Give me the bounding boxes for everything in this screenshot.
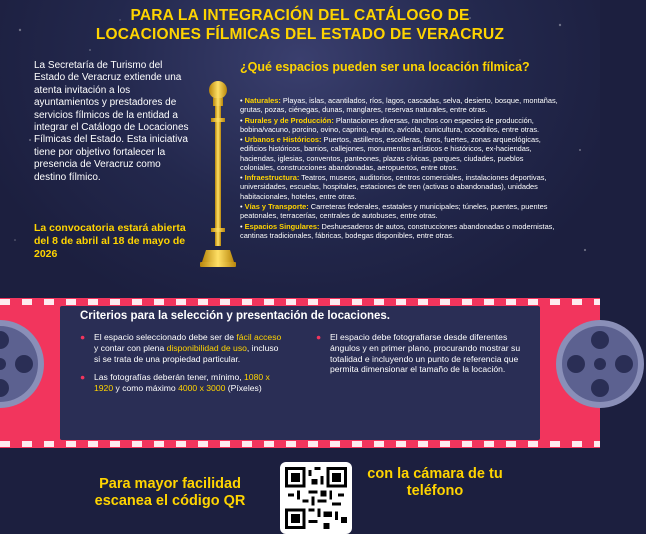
bullet-icon: • — [240, 173, 245, 183]
criteria-left-list — [80, 332, 285, 402]
film-reel-icon — [554, 318, 646, 410]
spaces-list — [240, 96, 560, 241]
title-line-1: PARA LA INTEGRACIÓN DEL CATÁLOGO DE — [130, 7, 470, 24]
cta-scan-text: Para mayor facilidad escanea el código QR — [94, 476, 246, 509]
space-category: Infraestructura: — [244, 173, 300, 183]
bullet-icon: • — [240, 96, 245, 105]
criteria-highlight: fácil acceso — [236, 332, 282, 342]
space-description: Playas, islas, acantilados, ríos, lagos, cascadas, selva, desierto, bosque, montañas, grutas, pozas, ciénegas, dunas, manglares, reservas naturales, entre otras. — [240, 96, 558, 115]
criteria-item — [80, 332, 285, 364]
space-item — [240, 96, 560, 114]
criteria-text: y como máximo — [113, 383, 179, 394]
space-category: Urbanos e Históricos: — [244, 135, 322, 145]
criteria-text: El espacio debe fotografiarse desde diferentes ángulos y en primer plano, procurando mostrar su totalidad e incluyendo un punto de referencia que permita dimensionar el tamaño de la locación. — [330, 332, 521, 375]
qr-code-icon — [285, 467, 347, 529]
space-description: Teatros, museos, auditorios, centros comerciales, instalaciones deportivas, universidades, escuelas, hospitales, estaciones de tren (activas o abandonadas), unidades habitacionales, hoteles, entre otras. — [240, 173, 547, 201]
space-item — [240, 222, 560, 240]
criteria-right-list — [316, 332, 526, 383]
bullet-icon: • — [240, 221, 245, 231]
qr-code[interactable] — [280, 462, 352, 534]
film-strip-top — [0, 299, 600, 305]
film-strip-bottom — [0, 441, 600, 447]
criteria-text: , incluso si se trata de una propiedad particular. — [94, 342, 279, 364]
bullet-icon: ● — [80, 332, 86, 342]
bullet-icon: • — [240, 115, 245, 125]
cta-camera-text: con la cámara de tu teléfono — [367, 466, 503, 499]
gold-stanchion-icon — [198, 78, 238, 270]
criteria-title: Criterios para la selección y presentación de locaciones. — [80, 310, 390, 322]
bullet-icon: • — [240, 135, 245, 145]
space-item — [240, 116, 560, 134]
space-description: Puertos, astilleros, escolleras, faros, fuertes, zonas arqueológicas, edificios históricos, barrios, callejones, monumentos artísticos e históricos, ex-haciendas, haciendas, iglesias, conventos, panteones, plazas cívicas, parques, ciudades, pueblos coloniales, construcciones abandonadas, aeropuertos, entre otros. — [240, 135, 541, 172]
criteria-text: (Píxeles) — [225, 383, 262, 394]
criteria-text: Las fotografías deberán tener, mínimo, — [94, 372, 245, 383]
space-category: Vías y Transporte: — [244, 201, 309, 211]
criteria-text: y contar con plena — [94, 342, 167, 353]
bullet-icon: • — [240, 201, 245, 211]
page-title — [60, 6, 540, 44]
space-description: Plantaciones diversas, ranchos con especies de producción, bobina/vacuno, porcino, ovino, caprino, equino, avícola, cunicultura, cocodrilos, entre otras. — [240, 115, 540, 134]
space-category: Espacios Singulares: — [244, 221, 320, 231]
space-category: Rurales y de Producción: — [244, 115, 334, 125]
bullet-icon: ● — [80, 372, 86, 383]
criteria-text: El espacio seleccionado debe ser de — [94, 332, 237, 342]
criteria-highlight: 4000 x 3000 — [178, 383, 226, 394]
spaces-question: ¿Qué espacios pueden ser una locación fílmica? — [240, 60, 530, 74]
space-item — [240, 202, 560, 220]
space-category: Naturales: — [244, 96, 281, 105]
space-item — [240, 173, 560, 201]
criteria-highlight: 1080 x 1920 — [94, 372, 270, 394]
space-item — [240, 135, 560, 172]
title-line-2: LOCACIONES FÍLMICAS DEL ESTADO DE VERACRUZ — [95, 26, 505, 43]
bullet-icon: ● — [316, 332, 322, 342]
criteria-item — [316, 332, 526, 375]
film-reel-icon — [0, 318, 46, 410]
space-description: Deshuesaderos de autos, construcciones abandonadas o modernistas, cantinas tradicionales, fábricas, bodegas disponibles, entre otras. — [240, 221, 555, 240]
call-dates: La convocatoria estará abierta del 8 de abril al 18 de mayo de 2026 — [34, 222, 186, 260]
space-description: Carreteras federales, estatales y municipales; túneles, puentes, puentes peatonales, terracerías, centrales de autobuses, entre otras. — [240, 201, 548, 221]
criteria-item — [80, 372, 285, 394]
intro-paragraph: La Secretaría de Turismo del Estado de Veracruz extiende una atenta invitación a los ayuntamientos y prestadores de servicios fílmicos de la entidad a integrar el Catálogo de Locaciones Fílmicas del Estado. Esta iniciativa tiene por objetivo fortalecer la presencia de Veracruz como destino fílmico. — [34, 60, 189, 183]
criteria-highlight: disponibilidad de uso — [166, 342, 247, 353]
